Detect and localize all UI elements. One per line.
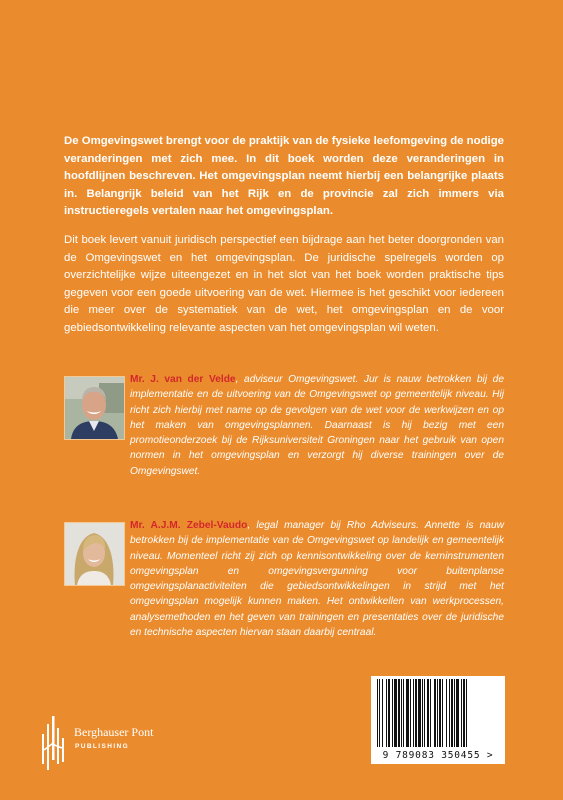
body-paragraph: Dit boek levert vanuit juridisch perspectief een bijdrage aan het beter doorgronden van de Omgevingswet en het omgevingsplan. De juridische spelregels worden op overzichtelijke wijze uiteengezet en in het slot van het boek worden praktische tips gegeven voor een goede uitvoering van de wet. Hiermee is het geschikt voor iedereen die meer over de systematiek van de wet, het omgevingsplan en de voor gebiedsontwikkeling relevante aspecten van het omgevingsplan wil weten.	[64, 234, 504, 334]
author-description-zebel-vaudo: , legal manager bij Rho Adviseurs. Annette is nauw betrokken bij de implementatie van de Omgevingswet op landelijk en gemeentelijk niveau. Momenteel richt zij zich op kennisontwikkeling over de kerninstrumenten omgevingsplan en omgevingsvergunning voor buitenplanse omgevingsplanactiviteiten die gebiedsontwikkelingen in strijd met het omgevingsplan mogelijk kunnen maken. Het ontwikkellen van werkprocessen, analysemethoden en het geven van trainingen en presentaties over de juridische en technische aspecten hiervan staan daarbij centraal.	[130, 520, 504, 639]
author-description-velde: , adviseur Omgevingswet. Jur is nauw betrokken bij de implementatie en de uitvoering van de Omgevingswet op gemeentelijk niveau. Hij richt zich hierbij met name op de gevolgen van de wet voor de werkwijzen en op het maken van omgevingsplannen. Daarnaast is hij bezig met een promotieonderzoek bij de Rijksuniversiteit Groningen naar het gebruik van open normen in het omgevingsplan en verzorgt hij diverse trainingen over de Omgevingswet.	[130, 374, 504, 477]
publisher-name: Berghauser Pont	[74, 725, 154, 739]
isbn-number: 9 789083 350455 >	[382, 750, 494, 761]
author-name-velde: Mr. J. van der Velde	[130, 374, 236, 385]
author-name-zebel-vaudo: Mr. A.J.M. Zebel-Vaudo	[130, 520, 248, 531]
isbn-barcode	[371, 676, 505, 764]
publisher-logo	[40, 710, 190, 770]
publisher-subtitle: PUBLISHING	[75, 743, 130, 750]
intro-paragraph: De Omgevingswet brengt voor de praktijk van de fysieke leefomgeving de nodige veranderingen met zich mee. In dit boek worden deze veranderingen in hoofdlijnen beschreven. Het omgevingsplan neemt hierbij een belangrijke plaats in. Belangrijk beleid van het Rijk en de provincie zal zich immers via instructieregels vertalen naar het omgevingsplan.	[64, 135, 504, 217]
barcode-bars	[375, 679, 501, 749]
author-photo-zebel-vaudo	[64, 522, 125, 586]
author-photo-velde	[64, 376, 125, 440]
publisher-mark-icon	[40, 710, 70, 770]
